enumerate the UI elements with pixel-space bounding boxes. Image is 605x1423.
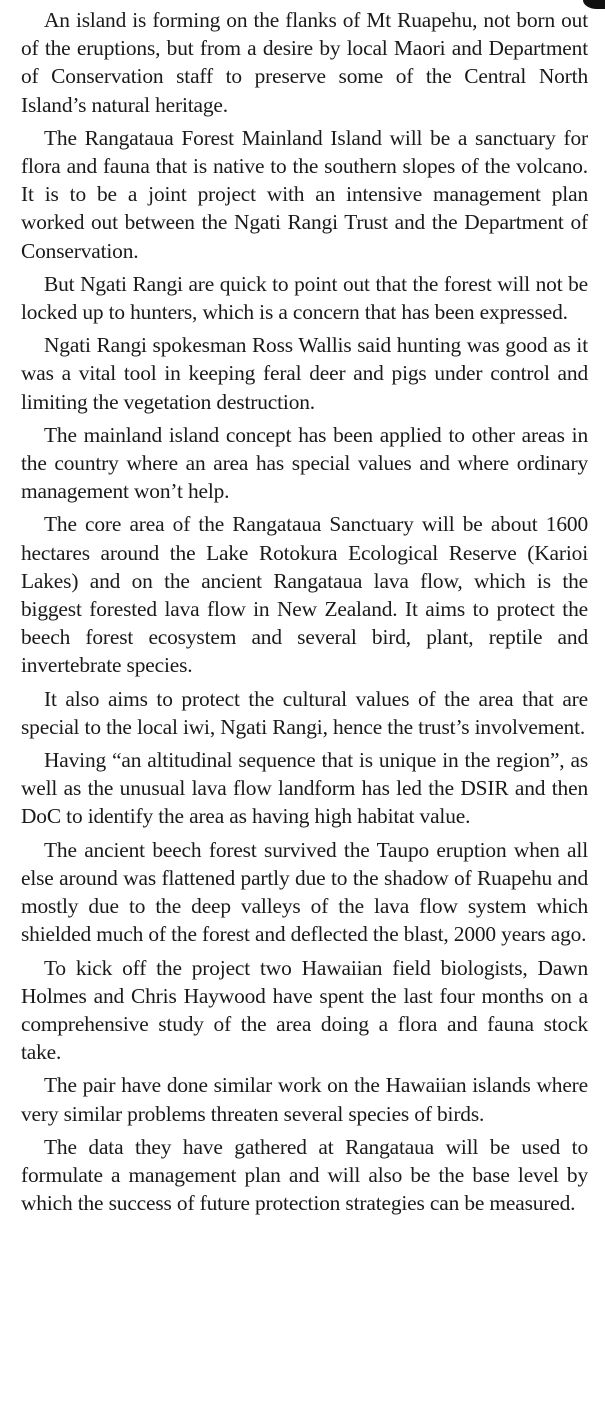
article-paragraph: To kick off the project two Hawaiian field biologists, Dawn Holmes and Chris Haywood have spent the last four months on a comprehensive study of the area doing a flora and fauna stock take. bbox=[21, 955, 588, 1065]
article-paragraph: The core area of the Rangataua Sanctuary will be about 1600 hectares around the Lake Rotokura Ecological Reserve (Karioi Lakes) and on the ancient Rangataua lava flow, which is the biggest forested lava flow in New Zealand. It aims to protect the beech forest ecosystem and several bird, plant, reptile and invertebrate species. bbox=[21, 512, 588, 678]
article-paragraph: The Rangataua Forest Mainland Island will be a sanctuary for flora and fauna that is native to the southern slopes of the volcano. It is to be a joint project with an intensive management plan worked out between the Ngati Rangi Trust and the Department of Conservation. bbox=[21, 125, 588, 263]
article-paragraph: Ngati Rangi spokesman Ross Wallis said hunting was good as it was a vital tool in keeping feral deer and pigs under control and limiting the vegetation destruction. bbox=[21, 333, 588, 414]
article-paragraph: The pair have done similar work on the Hawaiian islands where very similar problems threaten several species of birds. bbox=[21, 1073, 588, 1126]
article-paragraph: It also aims to protect the cultural values of the area that are special to the local iwi, Ngati Rangi, hence the trust’s involvement. bbox=[21, 686, 588, 739]
article-paragraph: The ancient beech forest survived the Taupo eruption when all else around was flattened partly due to the shadow of Ruapehu and mostly due to the deep valleys of the lava flow system which shielded much of the forest and deflected the blast, 2000 years ago. bbox=[21, 837, 588, 947]
article-paragraph: But Ngati Rangi are quick to point out that the forest will not be locked up to hunters, which is a concern that has been expressed. bbox=[21, 271, 588, 325]
article-paragraph: The mainland island concept has been applied to other areas in the country where an area has special values and where ordinary management won’t help. bbox=[21, 422, 588, 504]
article-body bbox=[21, 6, 588, 1222]
article-paragraph: Having “an altitudinal sequence that is unique in the region”, as well as the unusual lava flow landform has led the DSIR and then DoC to identify the area as having high habitat value. bbox=[21, 748, 588, 829]
article-paragraph: The data they have gathered at Rangataua will be used to formulate a management plan and will also be the base level by which the success of future protection strategies can be measured. bbox=[21, 1134, 588, 1216]
article-paragraph: An island is forming on the flanks of Mt Ruapehu, not born out of the eruptions, but from a desire by local Maori and Department of Conservation staff to preserve some of the Central North Island’s natural heritage. bbox=[21, 8, 588, 117]
